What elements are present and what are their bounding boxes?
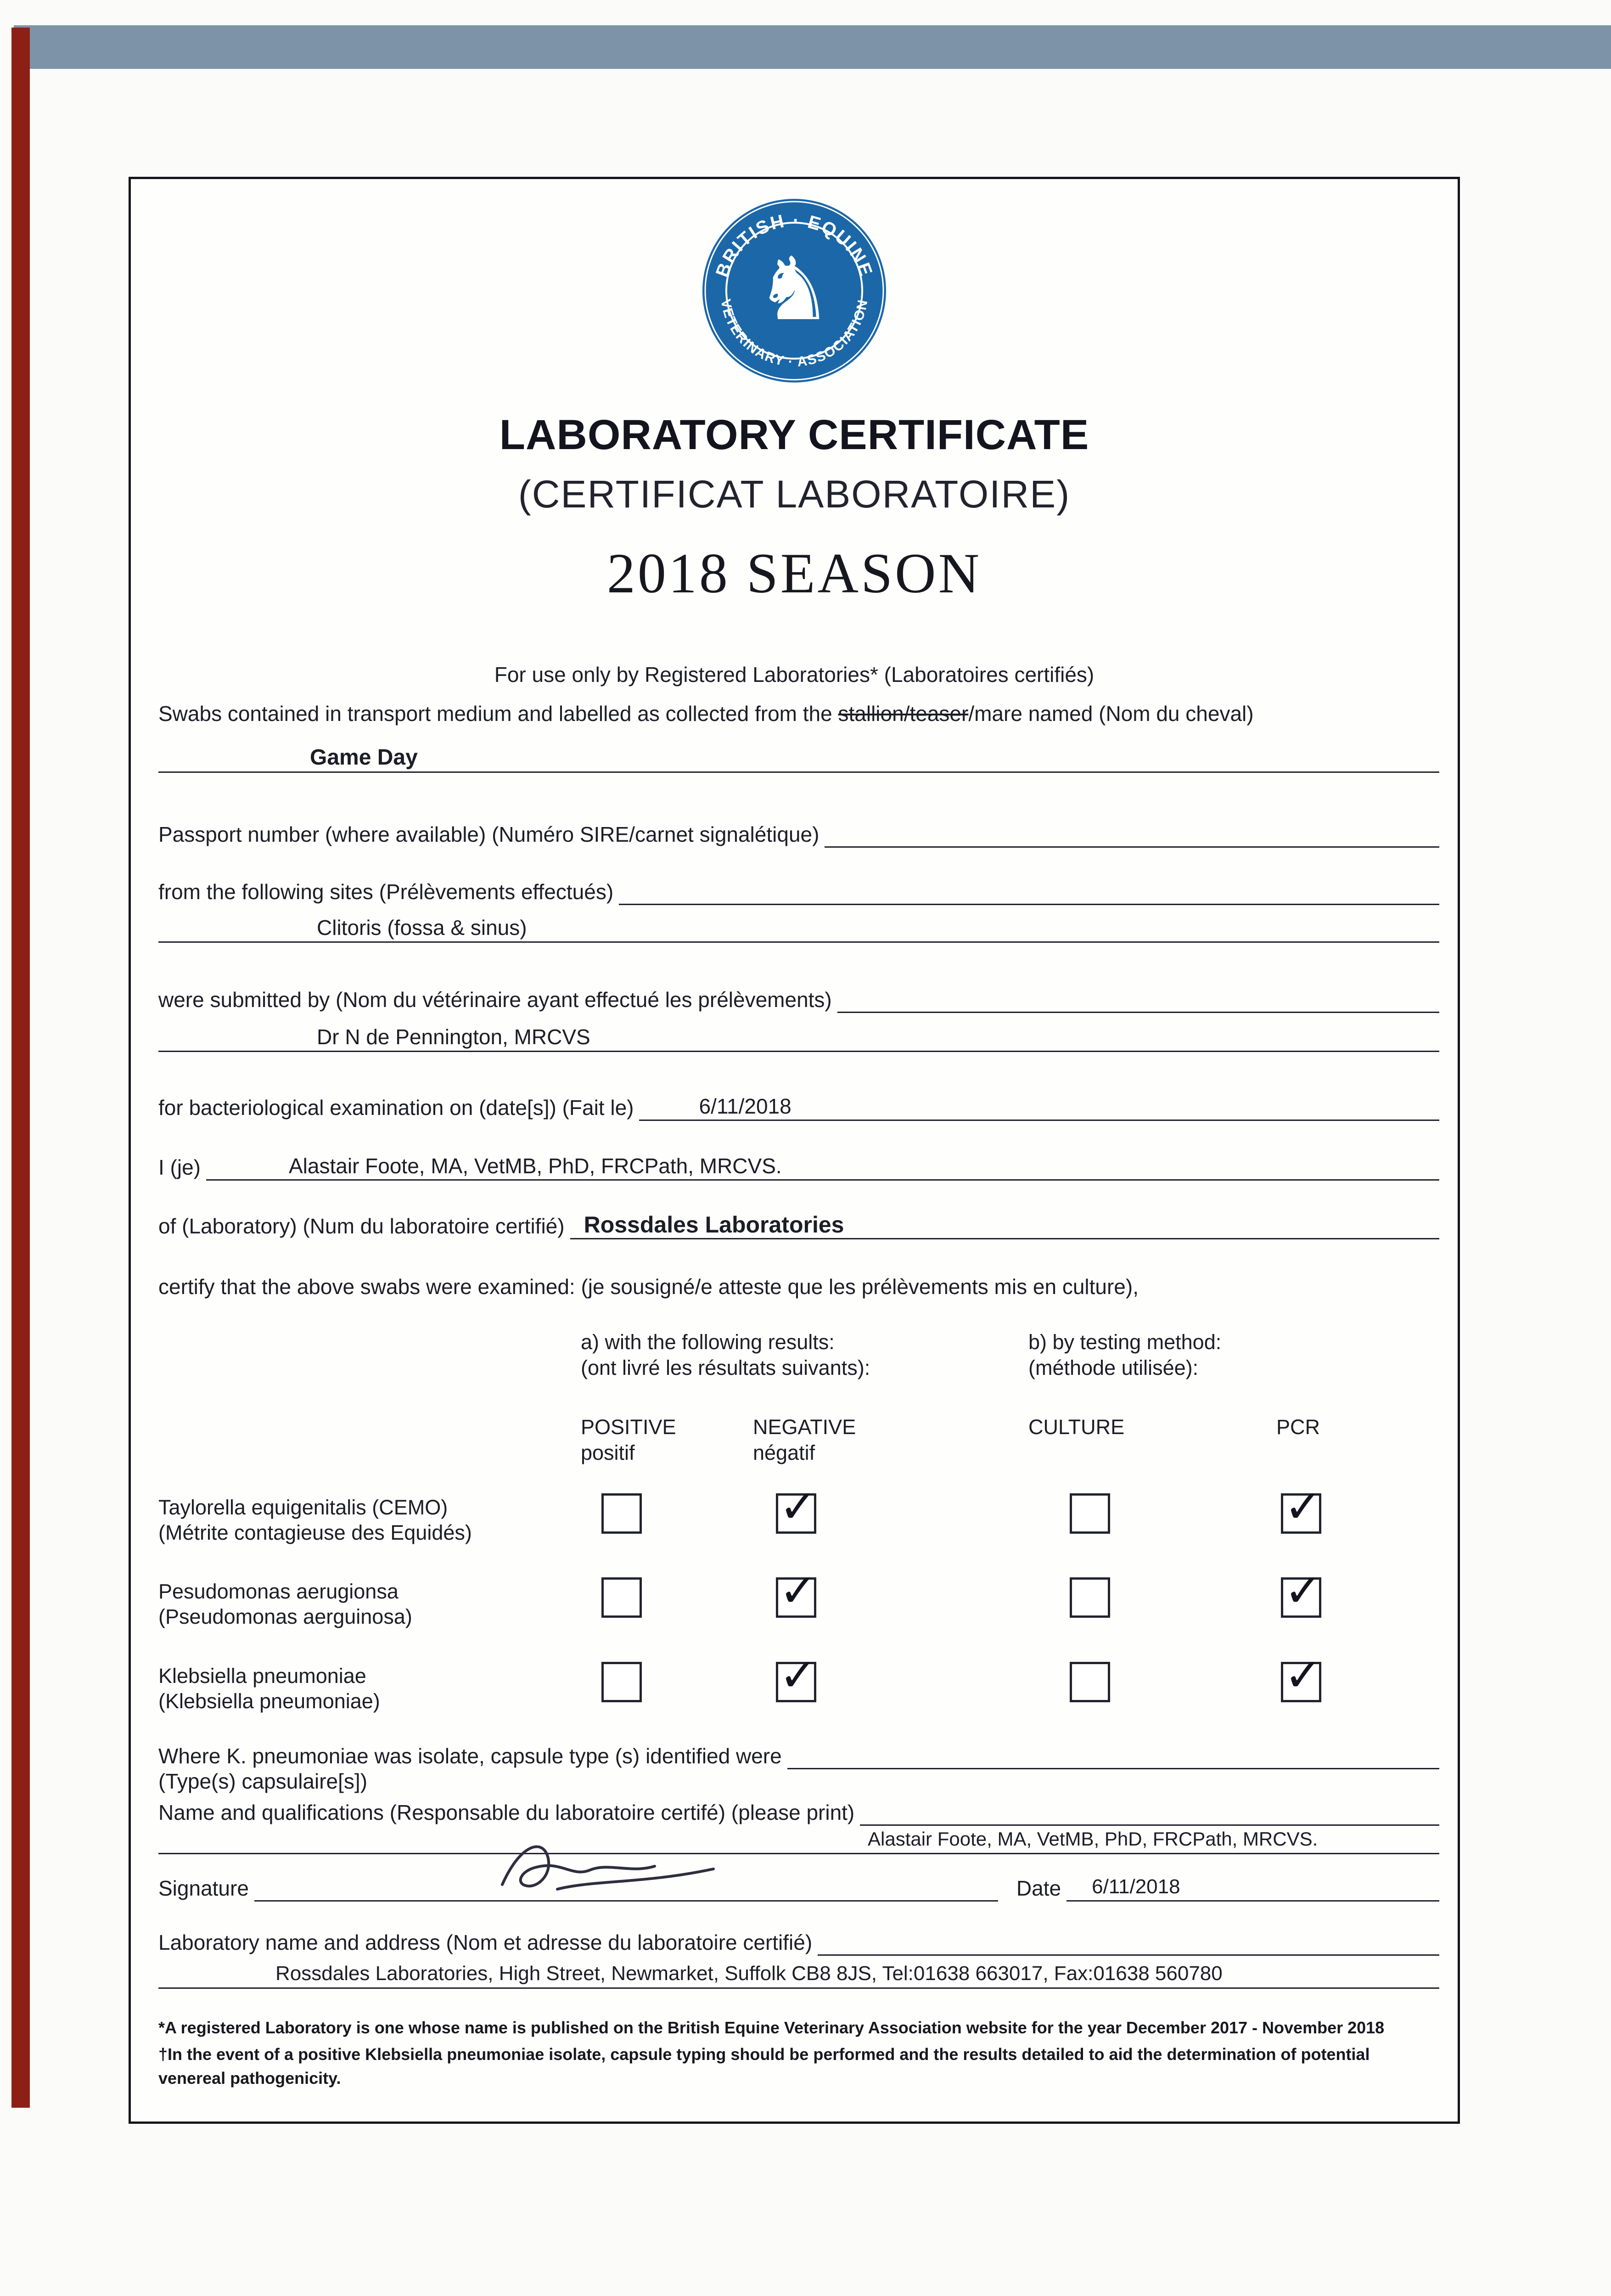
beva-logo-svg [700,197,888,385]
declarant-label: I (je) [158,1155,201,1179]
footnote-klebsiella: †In the event of a positive Klebsiella pneumoniae isolate, capsule typing should be performed and the results detailed to aid the determination of potential venereal pathogenicity. [158,2045,1370,2088]
passport-blank [825,820,1439,848]
organism-name-en: Pesudomonas aerugionsa [158,1580,399,1603]
checkbox-pcr [1281,1648,1323,1702]
tick-mark: ✓ [1284,1648,1323,1702]
tick-mark: ✓ [1284,1480,1323,1533]
namequal-blank [860,1798,1439,1826]
submitted-label: were submitted by (Nom du vétérinaire ayant effectué les prélèvements) [158,988,832,1012]
results-col-a-header [581,1329,875,1381]
certify-line: certify that the above swabs were examined: (je sousigné/e atteste que les prélèvements mis en culture), [158,1275,1139,1299]
checkbox-negative [776,1564,818,1618]
results-col-a-line1: a) with the following results: [581,1330,835,1354]
logo-arc-bottom-text: VETERINARY · ASSOCIATION [718,298,871,370]
organism-name-fr: (Métrite contagieuse des Equidés) [158,1521,472,1544]
horse-type-struck: stallion/teaser [838,702,969,726]
organism-name-en: Klebsiella pneumoniae [158,1664,366,1688]
certificate-subtitle: (CERTIFICAT LABORATOIRE) [518,473,1071,516]
header-negative-fr: négatif [753,1441,815,1464]
checkbox-culture [1070,1493,1110,1534]
beva-logo [700,197,888,385]
checkbox-pcr [1281,1564,1323,1618]
address-blank [818,1928,1439,1956]
sites-blank [619,877,1439,905]
header-positive [581,1414,676,1466]
certificate-title: LABORATORY CERTIFICATE [499,411,1089,458]
laboratory-label: of (Laboratory) (Num du laboratoire certifié) [158,1214,565,1238]
address-label: Laboratory name and address (Nom et adresse du laboratoire certifié) [158,1930,813,1954]
sites-value: Clitoris (fossa & sinus) [317,916,527,940]
header-culture: CULTURE [1028,1415,1125,1439]
organism-name [158,1579,595,1629]
exam-date-label: for bacteriological examination on (date[s]) (Fait le) [158,1096,634,1120]
namequal-line [158,1798,1439,1826]
checkbox-negative [776,1480,818,1534]
horse-name-line [158,744,1439,773]
date-value: 6/11/2018 [1092,1875,1180,1898]
checkbox-pcr [1281,1480,1323,1534]
header-positive-en: POSITIVE [581,1415,676,1439]
intro-line [158,700,1439,727]
passport-label: Passport number (where available) (Numéro SIRE/carnet signalétique) [158,822,820,846]
submitted-blank [837,985,1439,1013]
header-pcr: PCR [1276,1415,1320,1439]
signature-label: Signature [158,1876,249,1900]
capsule-label: Where K. pneumoniae was isolate, capsule type (s) identified were [158,1744,782,1768]
submitted-line [158,985,1439,1013]
intro-part2: /mare named (Nom du cheval) [968,702,1254,726]
horse-name-value: Game Day [310,745,418,770]
footnote-registered: *A registered Laboratory is one whose name is published on the British Equine Veterinary Association website for the year December 2017 - November 2018 [158,2018,1385,2037]
passport-line [158,820,1439,848]
intro-part1: Swabs contained in transport medium and labelled as collected from the [158,702,838,726]
address-value-line [158,1960,1439,1989]
signature-rule [254,1874,998,1902]
namequal-value: Alastair Foote, MA, VetMB, PhD, FRCPath, MRCVS. [868,1828,1318,1850]
scan-top-band [14,25,1611,69]
laboratory-value: Rossdales Laboratories [584,1212,844,1238]
date-fill [1067,1874,1439,1902]
certificate-box [129,177,1460,2124]
header-negative [753,1414,856,1466]
season-heading: 2018 SEASON [606,542,982,605]
results-col-b-header [1028,1329,1313,1381]
submitted-value: Dr N de Pennington, MRCVS [317,1025,590,1049]
capsule-sub-label: (Type(s) capsulaire[s]) [158,1769,368,1793]
checkbox-culture [1070,1577,1110,1618]
checkbox-positive [601,1493,642,1534]
logo-arc-top-text: BRITISH · EQUINE [712,210,877,280]
capsule-line [158,1741,1439,1769]
organism-name-fr: (Klebsiella pneumoniae) [158,1689,380,1713]
checkbox-positive [601,1577,642,1618]
exam-date-fill [639,1093,1439,1121]
address-line [158,1928,1439,1956]
header-positive-fr: positif [581,1441,635,1464]
laboratory-fill [570,1211,1439,1239]
namequal-value-line [158,1825,1439,1854]
horse-icon: ♞ [755,238,834,340]
tick-mark: ✓ [779,1564,818,1617]
sites-line [158,877,1439,905]
address-value: Rossdales Laboratories, High Street, Newmarket, Suffolk CB8 8JS, Tel:01638 663017, Fax:01638 560780 [275,1962,1223,1985]
capsule-blank [787,1741,1439,1769]
organism-name [158,1495,595,1545]
namequal-label: Name and qualifications (Responsable du laboratoire certifé) (please print) [158,1801,855,1824]
checkbox-positive [601,1662,642,1702]
scan-edge-red-bar [11,28,30,2108]
results-col-b-line1: b) by testing method: [1028,1330,1222,1354]
signature-mark [493,1833,732,1902]
sites-label: from the following sites (Prélèvements effectués) [158,880,614,904]
laboratory-line [158,1211,1439,1239]
organism-name-fr: (Pseudomonas aerguinosa) [158,1605,412,1628]
header-negative-en: NEGATIVE [753,1415,856,1439]
exam-date-line [158,1093,1439,1121]
tick-mark: ✓ [1284,1564,1323,1617]
submitted-value-line [158,1023,1439,1052]
checkbox-culture [1070,1662,1110,1702]
tick-mark: ✓ [779,1648,818,1702]
checkbox-negative [776,1648,818,1702]
organism-name [158,1663,595,1714]
organism-name-en: Taylorella equigenitalis (CEMO) [158,1496,448,1519]
usage-note: For use only by Registered Laboratories* (Laboratoires certifiés) [494,663,1095,687]
results-col-a-line2: (ont livré les résultats suivants): [581,1356,870,1379]
exam-date-value: 6/11/2018 [699,1094,791,1118]
signature-line [158,1874,1439,1902]
declarant-value: Alastair Foote, MA, VetMB, PhD, FRCPath, MRCVS. [289,1154,782,1178]
tick-mark: ✓ [779,1480,818,1533]
date-label: Date [1016,1876,1061,1900]
sites-value-line [158,914,1439,943]
results-col-b-line2: (méthode utilisée): [1028,1356,1199,1379]
declarant-line [158,1153,1439,1181]
declarant-fill [206,1153,1439,1181]
